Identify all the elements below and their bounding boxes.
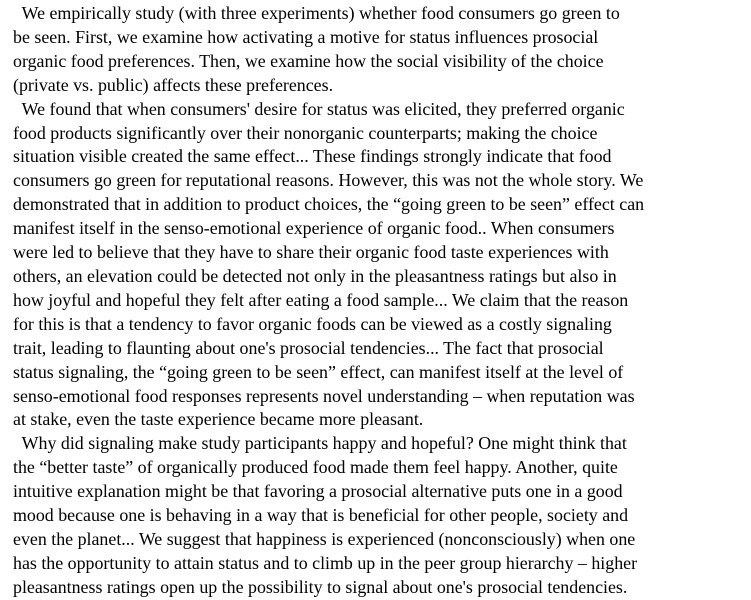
text-line: even the planet... We suggest that happiness is experienced (nonconsciously) when one — [13, 528, 636, 549]
text-line: others, an elevation could be detected not only in the pleasantness ratings but also in — [13, 265, 617, 286]
text-line: status signaling, the “going green to be seen” effect, can manifest itself at the level of — [13, 361, 624, 382]
text-line: demonstrated that in addition to product choices, the “going green to be seen” effect can — [13, 194, 645, 215]
text-line: pleasantness ratings open up the possibility to signal about one's prosocial tendencies. — [13, 576, 628, 597]
text-line: senso-emotional food responses represents novel understanding – when reputation was — [13, 385, 635, 406]
text-line: manifest itself in the senso-emotional experience of organic food.. When consumers — [13, 218, 615, 239]
text-line: situation visible created the same effect... These findings strongly indicate that food — [13, 146, 612, 167]
text-line: for this is that a tendency to favor organic foods can be viewed as a costly signaling — [13, 313, 612, 334]
text-line: food products significantly over their nonorganic counterparts; making the choice — [13, 122, 598, 143]
text-line: were led to believe that they have to share their organic food taste experiences with — [13, 242, 609, 263]
text-line: be seen. First, we examine how activating a motive for status influences prosocial — [13, 26, 599, 47]
text-line: consumers go green for reputational reasons. However, this was not the whole story. We — [13, 170, 644, 191]
text-line: Why did signaling make study participants happy and hopeful? One might think that — [13, 433, 627, 454]
paragraph-3 — [13, 432, 741, 599]
text-line: trait, leading to flaunting about one's prosocial tendencies... The fact that prosocial — [13, 337, 604, 358]
text-line: (private vs. public) affects these preferences. — [13, 74, 334, 95]
text-line: intuitive explanation might be that favoring a prosocial alternative puts one in a good — [13, 481, 623, 502]
paragraph-2 — [13, 98, 741, 433]
text-line: organic food preferences. Then, we examine how the social visibility of the choice — [13, 50, 604, 71]
text-line: We found that when consumers' desire for status was elicited, they preferred organic — [13, 98, 625, 119]
text-line: at stake, even the taste experience became more pleasant. — [13, 409, 424, 430]
text-line: We empirically study (with three experiments) whether food consumers go green to — [13, 3, 620, 23]
text-line: mood because one is behaving in a way that is beneficial for other people, society and — [13, 505, 629, 526]
text-line: has the opportunity to attain status and to climb up in the peer group hierarchy – higher — [13, 552, 638, 573]
text-line: how joyful and hopeful they felt after eating a food sample... We claim that the reason — [13, 289, 629, 310]
paragraph-1 — [13, 2, 741, 98]
text-line: the “better taste” of organically produced food made them feel happy. Another, quite — [13, 457, 618, 478]
